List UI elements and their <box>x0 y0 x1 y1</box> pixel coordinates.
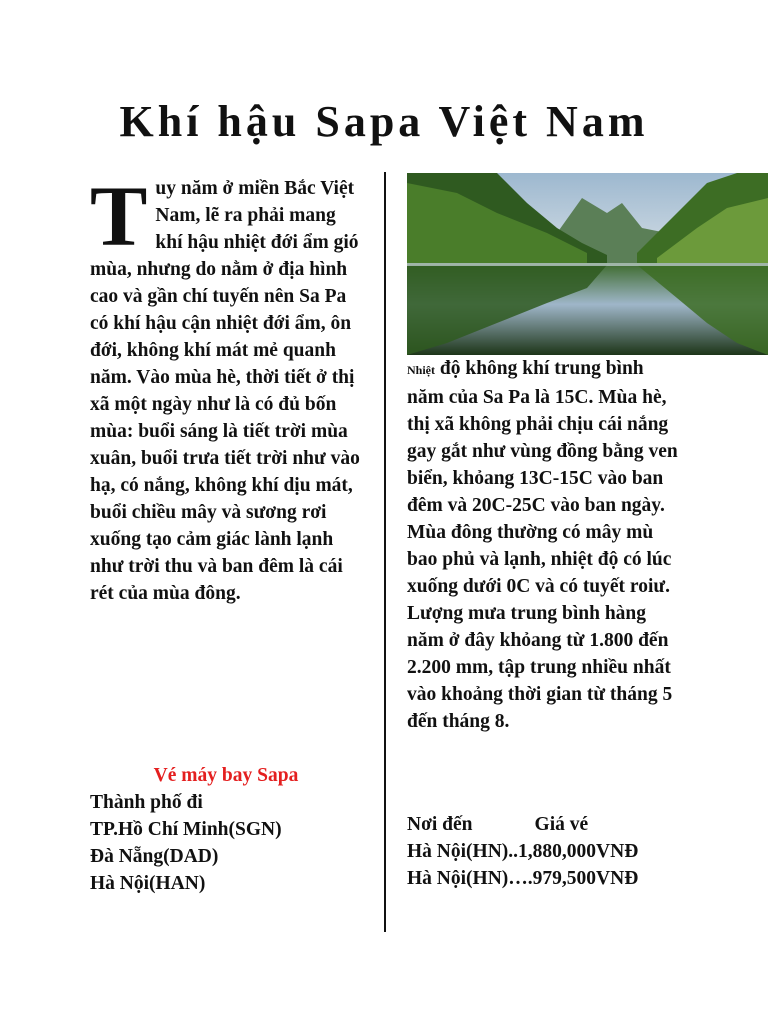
ticket-heading: Vé máy bay Sapa <box>153 765 299 786</box>
climate-text: độ không khí trung bình năm của Sa Pa là 15C. Mùa hè, thị xã không phải chịu cái nắng gay gắt như vùng đồng bằng ven biển, khỏang 13C-15C vào ban đêm và 20C-25C vào ban ngày. Mùa đông thường có mây mù bao phủ và lạnh, nhiệt độ có lúc xuống dưới 0C và có tuyết roiư. Lượng mưa trung bình hàng năm ở đây khỏang từ 1.800 đến 2.200 mm, tập trung nhiều nhất vào khoảng thời gian từ tháng 5 đến tháng 8. <box>407 358 678 732</box>
from-label: Thành phố đi <box>90 792 203 813</box>
price-label: Giá vé <box>534 814 589 835</box>
origin-item: Hà Nội(HAN) <box>90 873 206 894</box>
fare-item: Hà Nội(HN)….979,500VNĐ <box>407 868 639 889</box>
ticket-fares <box>407 811 707 892</box>
fare-item: Hà Nội(HN)..1,880,000VNĐ <box>407 841 639 862</box>
dest-label: Nơi đến <box>407 814 473 835</box>
origin-item: Đà Nẵng(DAD) <box>90 846 219 867</box>
intro-column <box>90 168 362 607</box>
column-divider <box>384 172 386 932</box>
page-title: Khí hậu Sapa Việt Nam <box>119 97 649 146</box>
fare-header <box>407 811 707 838</box>
landscape-photo <box>407 173 768 355</box>
ticket-origins <box>90 762 362 897</box>
drop-cap: T <box>90 168 148 264</box>
intro-text: uy năm ở miền Bắc Việt Nam, lẽ ra phải mang khí hậu nhiệt đới ẩm gió mùa, nhưng do nằm ở địa hình cao và gần chí tuyến nên Sa Pa có khí hậu cận nhiệt đới ẩm, ôn đới, không khí mát mẻ quanh năm. Vào mùa hè, thời tiết ở thị xã một ngày như là có đủ bốn mùa: buổi sáng là tiết trời mùa xuân, buổi trưa tiết trời như vào hạ, có nắng, không khí dịu mát, buổi chiều mây và sương rơi xuống tạo cảm giác lành lạnh như trời thu và ban đêm là cái rét của mùa đông. <box>90 178 360 604</box>
intro-paragraph <box>90 168 362 607</box>
origin-item: TP.Hồ Chí Minh(SGN) <box>90 819 282 840</box>
climate-column <box>407 355 682 735</box>
climate-small-word: Nhiệt <box>407 363 435 377</box>
